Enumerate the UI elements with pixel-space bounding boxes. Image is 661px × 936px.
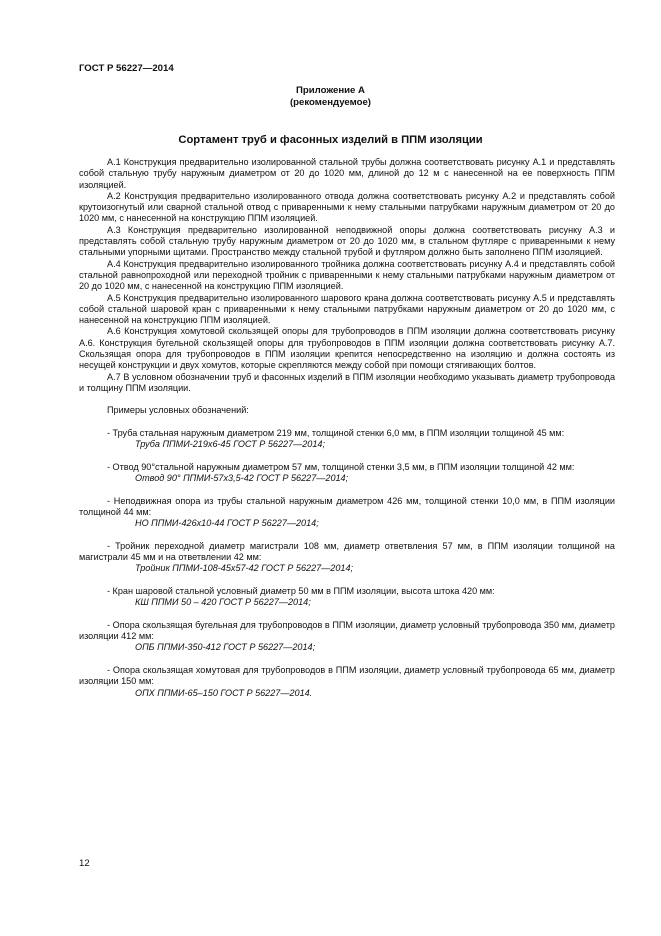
appendix-status: (рекомендуемое) [289,97,371,108]
example-designation: Отвод 90° ППМИ-57х3,5-42 ГОСТ Р 56227—2014; [135,473,349,484]
example-item [79,462,615,485]
paragraph-a1: А.1 Конструкция предварительно изолированной стальной трубы должна соответствовать рисунку А.1 и представлять собой стальную трубу наружным диаметром от 20 до 1020 мм, длиной до 12 м с нанесенной на ее поверхность ППМ изоляцией. [79,157,615,190]
example-item [79,586,615,609]
example-item [79,620,615,654]
appendix-title: Приложение А [296,85,365,96]
example-description: - Опора скользящая бугельная для трубопроводов в ППМ изоляции, диаметр условный трубопровода 350 мм, диаметр изоляции 412 мм: [79,619,615,642]
example-item [79,428,615,451]
page-number: 12 [79,858,90,869]
example-item [79,496,615,530]
section-title: Сортамент труб и фасонных изделий в ППМ изоляции [178,134,483,146]
document-body [79,157,615,699]
example-item [79,541,615,575]
paragraph-a4: А.4 Конструкция предварительно изолированного тройника должна соответствовать рисунку А.4 и представлять собой стальной равнопроходной или переходной тройник с приваренными к нему стальными патрубками наружным диаметром от 20 до 1020 мм, с нанесенной на конструкцию ППМ изоляцией. [79,258,615,292]
paragraph-a3: А.3 Конструкция предварительно изолированной неподвижной опоры должна соответствовать рисунку А.3 и представлять собой стальную трубу наружным диаметром от 20 до 1020 мм, в стальном футляре с приваренными к нему стальными упорными щитами. Пространство между стальной трубой и футляром должно быть заполнено ППМ изоляцией. [79,224,615,258]
example-description: - Кран шаровой стальной условный диаметр 50 мм в ППМ изоляции, высота штока 420 мм: [107,585,495,596]
paragraph-a2: А.2 Конструкция предварительно изолированного отвода должна соответствовать рисунку А.2 и представлять собой крутоизогнутый или сварной стальной отвод с приваренными к нему стальными патрубками наружным диаметром от 20 до 1020 мм, с нанесенной на конструкцию ППМ изоляцией. [79,190,615,224]
paragraph-a7: А.7 В условном обозначении труб и фасонных изделий в ППМ изоляции необходимо указывать диаметр трубопровода и толщину ППМ изоляции. [79,371,615,393]
example-description: - Отвод 90°стальной наружным диаметром 57 мм, толщиной стенки 3,5 мм, в ППМ изоляции толщиной 42 мм: [107,461,575,472]
example-description: - Тройник переходной диаметр магистрали 108 мм, диаметр ответвления 57 мм, в ППМ изоляции толщиной на магистрали 45 мм и на ответвлении 42 мм: [79,540,615,563]
example-designation: НО ППМИ-426х10-44 ГОСТ Р 56227—2014; [135,518,319,529]
example-designation: ОПХ ППМИ-65–150 ГОСТ Р 56227—2014. [135,687,313,698]
standard-header: ГОСТ Р 56227—2014 [79,63,174,74]
example-designation: КШ ППМИ 50 – 420 ГОСТ Р 56227—2014; [135,597,311,608]
paragraph-a6: А.6 Конструкция хомутовой скользящей опоры для трубопроводов в ППМ изоляции должна соответствовать рисунку А.6. Конструкция бугельной скользящей опоры для трубопроводов в ППМ изоляции должна соответствовать рисунку А.7. Скользящая опора для трубопроводов в ППМ изоляции крепится непосредственно на изоляцию и должна состоять из несущей конструкции и двух хомутов, которые скрепляются между собой при помощи стягивающих болтов. [79,326,615,371]
example-designation: Труба ППМИ-219х6-45 ГОСТ Р 56227—2014; [135,439,325,450]
example-description: - Неподвижная опора из трубы стальной наружным диаметром 426 мм, толщиной стенки 10,0 мм, в ППМ изоляции толщиной 44 мм: [79,495,615,517]
examples-intro: Примеры условных обозначений: [107,405,249,416]
example-item [79,665,615,699]
example-description: - Труба стальная наружным диаметром 219 мм, толщиной стенки 6,0 мм, в ППМ изоляции толщиной 45 мм: [107,427,565,438]
example-designation: ОПБ ППМИ-350-412 ГОСТ Р 56227—2014; [135,642,316,653]
example-description: - Опора скользящая хомутовая для трубопроводов в ППМ изоляции, диаметр условный трубопровода 65 мм, диаметр изоляции 150 мм: [79,665,615,687]
appendix-heading [0,85,661,109]
example-designation: Тройник ППМИ-108-45х57-42 ГОСТ Р 56227—2014; [135,563,354,574]
paragraph-a5: А.5 Конструкция предварительно изолированного шарового крана должна соответствовать рисунку А.5 и представлять собой стальной шаровой кран с приваренными к нему стальными патрубками наружным диаметром от 20 до 1020 мм, с нанесенной на конструкцию ППМ изоляцией. [79,292,615,326]
